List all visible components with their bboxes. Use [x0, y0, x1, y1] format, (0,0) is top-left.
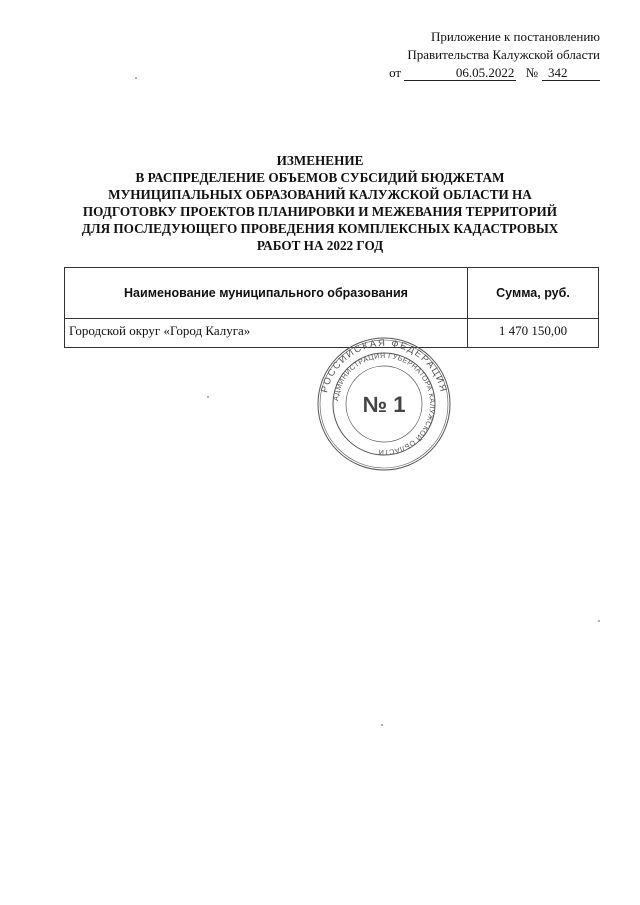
title-line: В РАСПРЕДЕЛЕНИЕ ОБЪЕМОВ СУБСИДИЙ БЮДЖЕТАМ [135, 170, 505, 185]
cell-amount: 1 470 150,00 [468, 319, 599, 348]
seal-center-number: № 1 [362, 392, 406, 417]
seal-inner-text: АДМИНИСТРАЦИЯ ГУБЕРНАТОРА КАЛУЖСКОЙ ОБЛАСТИ [331, 350, 438, 458]
scan-speck [598, 620, 600, 622]
decree-date: 06.05.2022 [404, 66, 516, 81]
appendix-line-2: Правительства Калужской области [407, 47, 600, 62]
appendix-date-line [389, 64, 600, 82]
appendix-line-1: Приложение к постановлению [430, 29, 600, 44]
cell-municipality: Городской округ «Город Калуга» [65, 319, 468, 348]
official-seal [316, 336, 452, 472]
title-line: ИЗМЕНЕНИЕ [276, 153, 364, 168]
title-line: ПОДГОТОВКУ ПРОЕКТОВ ПЛАНИРОВКИ И МЕЖЕВАНИЯ ТЕРРИТОРИЙ [82, 204, 558, 219]
title-line: МУНИЦИПАЛЬНЫХ ОБРАЗОВАНИЙ КАЛУЖСКОЙ ОБЛАСТИ НА [108, 187, 532, 202]
from-label: от [389, 65, 402, 80]
decree-number: 342 [542, 66, 600, 81]
table-header-row [65, 268, 599, 319]
scan-speck [381, 724, 383, 726]
scan-speck [135, 77, 137, 79]
title-line: ДЛЯ ПОСЛЕДУЮЩЕГО ПРОВЕДЕНИЯ КОМПЛЕКСНЫХ КАДАСТРОВЫХ [81, 221, 559, 236]
seal-outer-text: РОССИЙСКАЯ ФЕДЕРАЦИЯ [319, 337, 449, 395]
number-label: № [525, 65, 538, 80]
document-title [40, 152, 600, 254]
scan-speck [207, 396, 209, 398]
appendix-block [389, 28, 600, 82]
title-line: РАБОТ НА 2022 ГОД [256, 238, 384, 253]
header-amount: Сумма, руб. [468, 268, 599, 319]
header-municipality: Наименование муниципального образования [65, 268, 468, 319]
